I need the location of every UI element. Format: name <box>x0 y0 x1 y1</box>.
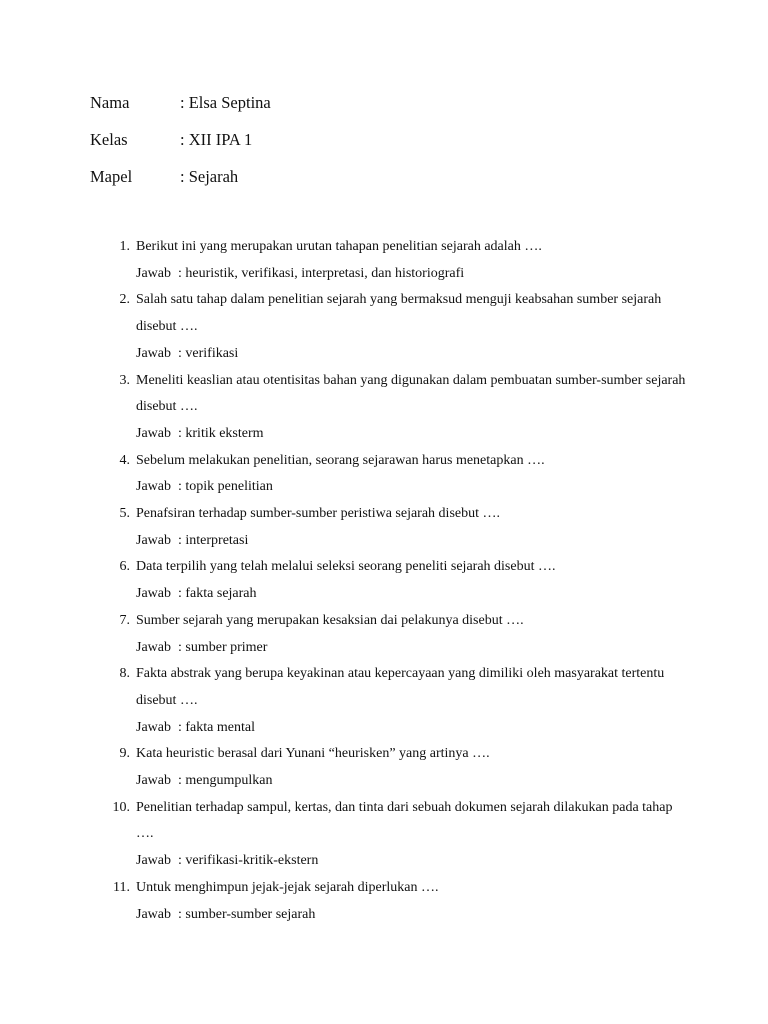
question-text: Data terpilih yang telah melalui seleksi seorang peneliti sejarah disebut …. <box>136 559 556 575</box>
question-number: 10. <box>112 799 130 815</box>
answer-line <box>136 581 688 608</box>
question-text: Penafsiran terhadap sumber-sumber peristiwa sejarah disebut …. <box>136 506 500 522</box>
question-number: 4. <box>119 452 130 468</box>
info-value: : XII IPA 1 <box>180 130 253 149</box>
answer-line <box>136 261 688 288</box>
question-text: Fakta abstrak yang berupa keyakinan atau kepercayaan yang dimiliki oleh masyarakat tertentu disebut …. <box>136 666 665 708</box>
answer-line <box>136 848 688 875</box>
question-number: 1. <box>119 239 130 254</box>
answer-label: Jawab <box>136 345 171 361</box>
question-number: 5. <box>119 506 130 522</box>
question-number: 7. <box>119 612 130 628</box>
question-item <box>108 795 688 875</box>
question-list <box>108 234 688 928</box>
question-text: Kata heuristic berasal dari Yunani “heurisken” yang artinya …. <box>136 746 490 762</box>
info-row-subject <box>90 165 271 202</box>
question-text: Sumber sejarah yang merupakan kesaksian dai pelakunya disebut …. <box>136 612 524 628</box>
answer-line <box>136 768 688 795</box>
info-label: Nama <box>90 93 130 112</box>
answer-label: Jawab <box>136 425 171 441</box>
question-text: Salah satu tahap dalam penelitian sejarah yang bermaksud menguji keabsahan sumber sejarah disebut …. <box>136 292 662 335</box>
info-value: : Sejarah <box>180 167 239 186</box>
answer-label: Jawab <box>136 265 171 281</box>
question-number: 6. <box>119 559 130 575</box>
answer-label: Jawab <box>136 853 171 869</box>
question-text: Untuk menghimpun jejak-jejak sejarah diperlukan …. <box>136 879 439 895</box>
student-info <box>90 91 271 202</box>
info-label: Kelas <box>90 130 128 149</box>
answer-text: : sumber-sumber sejarah <box>178 906 316 922</box>
answer-label: Jawab <box>136 586 171 602</box>
question-item <box>108 741 688 794</box>
answer-line <box>136 528 688 555</box>
answer-label: Jawab <box>136 639 171 655</box>
answer-line <box>136 902 688 929</box>
answer-label: Jawab <box>136 719 171 735</box>
question-item <box>108 501 688 554</box>
question-number: 8. <box>119 666 130 682</box>
info-label: Mapel <box>90 167 133 186</box>
answer-line <box>136 635 688 662</box>
question-item <box>108 875 688 928</box>
question-item <box>108 661 688 741</box>
answer-line <box>136 341 688 368</box>
question-text: Penelitian terhadap sampul, kertas, dan tinta dari sebuah dokumen sejarah dilakukan pada tahap …. <box>136 799 673 842</box>
question-text: Meneliti keaslian atau otentisitas bahan yang digunakan dalam pembuatan sumber-sumber sejarah disebut …. <box>136 372 686 415</box>
question-item <box>108 234 688 287</box>
answer-text: : verifikasi-kritik-ekstern <box>178 853 319 869</box>
question-item <box>108 287 688 367</box>
answer-label: Jawab <box>136 479 171 495</box>
question-item <box>108 554 688 607</box>
answer-text: : heuristik, verifikasi, interpretasi, dan historiografi <box>178 265 465 281</box>
answer-label: Jawab <box>136 906 171 922</box>
answer-label: Jawab <box>136 773 171 789</box>
answer-text: : fakta mental <box>178 719 255 735</box>
answer-text: : fakta sejarah <box>178 586 257 602</box>
info-row-name <box>90 91 271 128</box>
answer-line <box>136 421 688 448</box>
question-item <box>108 608 688 661</box>
answer-text: : interpretasi <box>178 532 249 548</box>
answer-line <box>136 715 688 742</box>
answer-text: : topik penelitian <box>178 479 273 495</box>
answer-text: : mengumpulkan <box>178 773 273 789</box>
info-row-class <box>90 128 271 165</box>
info-value: : Elsa Septina <box>180 93 271 112</box>
answer-text: : sumber primer <box>178 639 268 655</box>
question-item <box>108 448 688 501</box>
question-item <box>108 368 688 448</box>
question-text: Sebelum melakukan penelitian, seorang sejarawan harus menetapkan …. <box>136 452 545 468</box>
question-text: Berikut ini yang merupakan urutan tahapan penelitian sejarah adalah …. <box>136 239 542 254</box>
answer-label: Jawab <box>136 532 171 548</box>
answer-line <box>136 474 688 501</box>
question-number: 9. <box>119 746 130 762</box>
answer-text: : kritik eksterm <box>178 425 264 441</box>
answer-text: : verifikasi <box>178 345 239 361</box>
question-number: 11. <box>113 879 130 895</box>
question-number: 2. <box>119 292 130 308</box>
question-number: 3. <box>119 372 130 388</box>
